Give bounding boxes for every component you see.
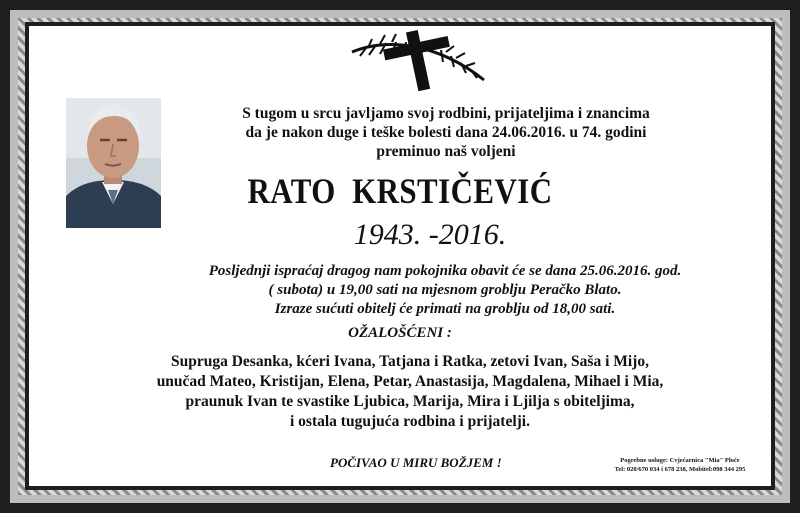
life-years: 1943. -2016.	[353, 218, 507, 251]
mourners-line: i ostala tugujuća rodbina i prijatelji.	[290, 413, 530, 430]
credit-line: Pogrebne usluge: Cvjećarnica "Mia" Ploče	[620, 457, 740, 464]
credit-line: Tel: 020/670 034 i 678 238, Mobitel:098 344 295	[614, 466, 746, 473]
portrait-photo	[66, 98, 161, 228]
intro-line: preminuo naš voljeni	[376, 143, 516, 160]
funeral-line: Posljednji ispraćaj dragog nam pokojnika obavit će se dana 25.06.2016. god.	[208, 263, 682, 279]
funeral-line: Izraze sućuti obitelj će primati na groblju od 18,00 sati.	[274, 301, 616, 317]
mourners-line: Supruga Desanka, kćeri Ivana, Tatjana i Ratka, zetovi Ivan, Saša i Mijo,	[171, 353, 649, 370]
closing-phrase: POČIVAO U MIRU BOŽJEM !	[330, 455, 502, 470]
deceased-name: RATO KRSTIČEVIĆ	[247, 171, 553, 211]
funeral-line: ( subota) u 19,00 sati na mjesnom groblju Peračko Blato.	[268, 282, 622, 298]
funeral-details	[140, 262, 750, 319]
mourners-line: praunuk Ivan te svastike Ljubica, Marija, Mira i Ljilja s obiteljima,	[185, 393, 635, 410]
mourners-list	[90, 352, 730, 432]
intro-line: S tugom u srcu javljamo svoj rodbini, prijateljima i znancima	[242, 105, 650, 122]
funeral-service-credit	[590, 456, 770, 474]
intro-text	[186, 104, 706, 161]
mourners-line: unučad Mateo, Kristijan, Elena, Petar, Anastasija, Magdalena, Mihael i Mia,	[156, 373, 664, 390]
mourners-heading: OŽALOŠĆENI :	[348, 325, 452, 341]
intro-line: da je nakon duge i teške bolesti dana 24.06.2016. u 74. godini	[245, 124, 647, 141]
cross-with-palm-icon	[346, 28, 492, 92]
